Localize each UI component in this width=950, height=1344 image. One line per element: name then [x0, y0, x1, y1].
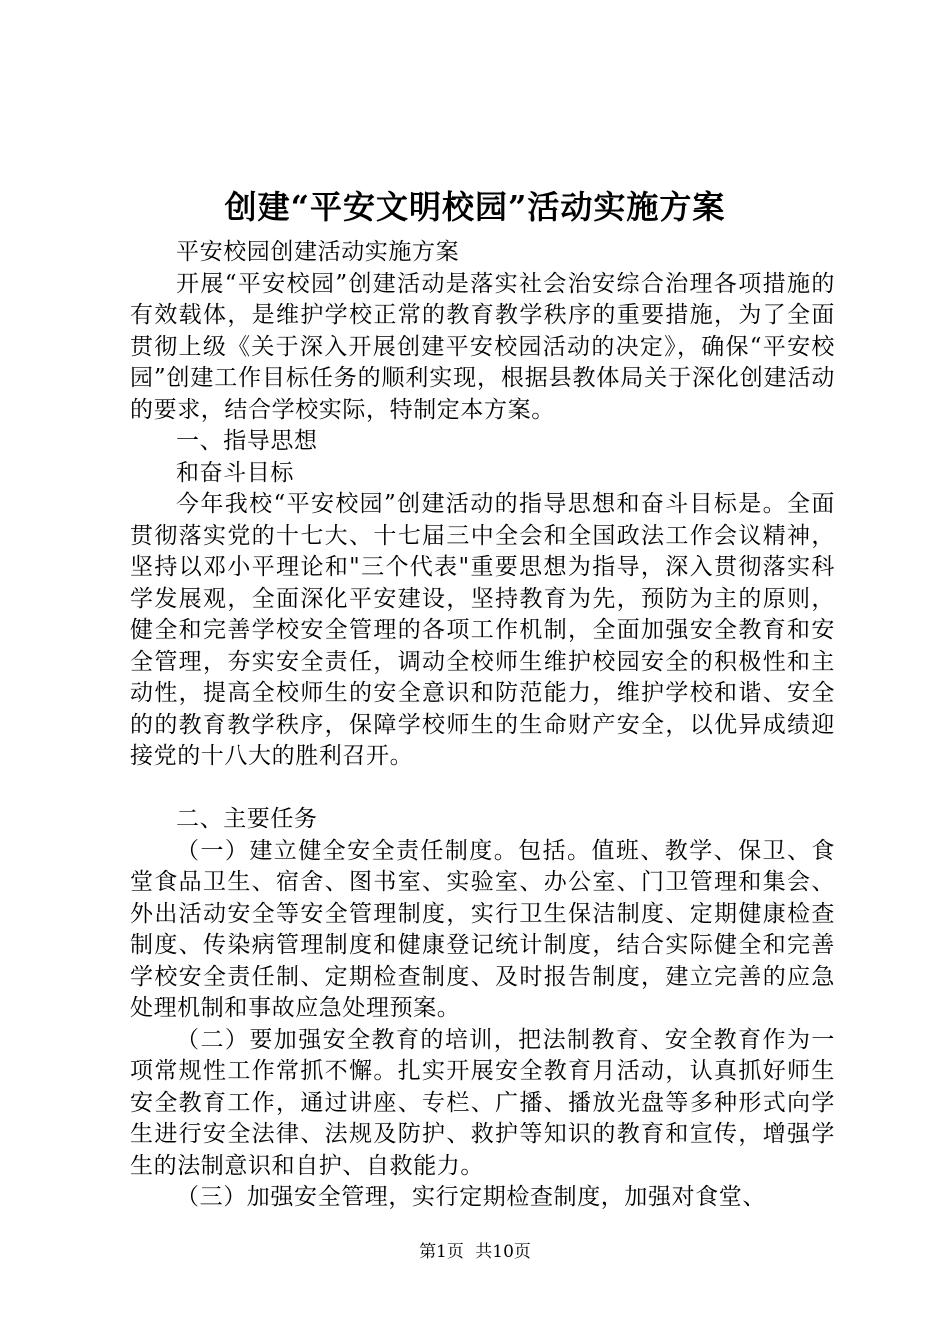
- guiding-ideology-paragraph: 今年我校“平安校园”创建活动的指导思想和奋斗目标是。全面贯彻落实党的十七大、十七届三中全会和全国政法工作会议精神，坚持以邓小平理论和"三个代表"重要思想为指导，深入贯彻落实科学发展观，全面深化平安建设，坚持教育为先，预防为主的原则，健全和完善学校安全管理的各项工作机制，全面加强安全教育和安全管理，夯实安全责任，调动全校师生维护校园安全的积极性和主动性，提高全校师生的安全意识和防范能力，维护学校和谐、安全的的教育教学秩序，保障学校师生的生命财产安全，以优异成绩迎接党的十八大的胜利召开。: [130, 491, 835, 769]
- subtitle-paragraph: 平安校园创建活动实施方案: [176, 239, 460, 265]
- task-paragraph-1: （一）建立健全安全责任制度。包括。值班、教学、保卫、食堂食品卫生、宿舍、图书室、实验室、办公室、门卫管理和集会、外出活动安全等安全管理制度，实行卫生保洁制度、定期健康检查制度、传染病管理制度和健康登记统计制度，结合实际健全和完善学校安全责任制、定期检查制度、及时报告制度，建立完善的应急处理机制和事故应急处理预案。: [130, 837, 835, 1021]
- task-paragraph-3: （三）加强安全管理，实行定期检查制度，加强对食堂、: [176, 1184, 766, 1210]
- document-title: 创建“平安文明校园”活动实施方案: [224, 188, 726, 226]
- page-total: 共10页: [475, 1242, 531, 1262]
- page-footer: [0, 1240, 950, 1264]
- section-heading-goals: 和奋斗目标: [176, 459, 294, 486]
- page-number: 第1页: [419, 1242, 464, 1262]
- task-paragraph-2: （二）要加强安全教育的培训，把法制教育、安全教育作为一项常规性工作常抓不懈。扎实开展安全教育月活动，认真抓好师生安全教育工作，通过讲座、专栏、广播、播放光盘等多种形式向学生进行安全法律、法规及防护、救护等知识的教育和宣传，增强学生的法制意识和自护、自救能力。: [130, 1026, 835, 1179]
- document-body: [130, 237, 835, 1214]
- intro-paragraph: 开展“平安校园”创建活动是落实社会治安综合治理各项措施的有效载体，是维护学校正常的教育教学秩序的重要措施，为了全面贯彻上级《关于深入开展创建平安校园活动的决定》，确保“平安校园”创建工作目标任务的顺利实现，根据县教体局关于深化创建活动的要求，结合学校实际，特制定本方案。: [130, 270, 835, 423]
- section-heading-guiding-ideology: 一、指导思想: [176, 428, 318, 454]
- paragraph-spacer: [130, 773, 835, 805]
- section-heading-main-tasks: 二、主要任务: [176, 806, 318, 832]
